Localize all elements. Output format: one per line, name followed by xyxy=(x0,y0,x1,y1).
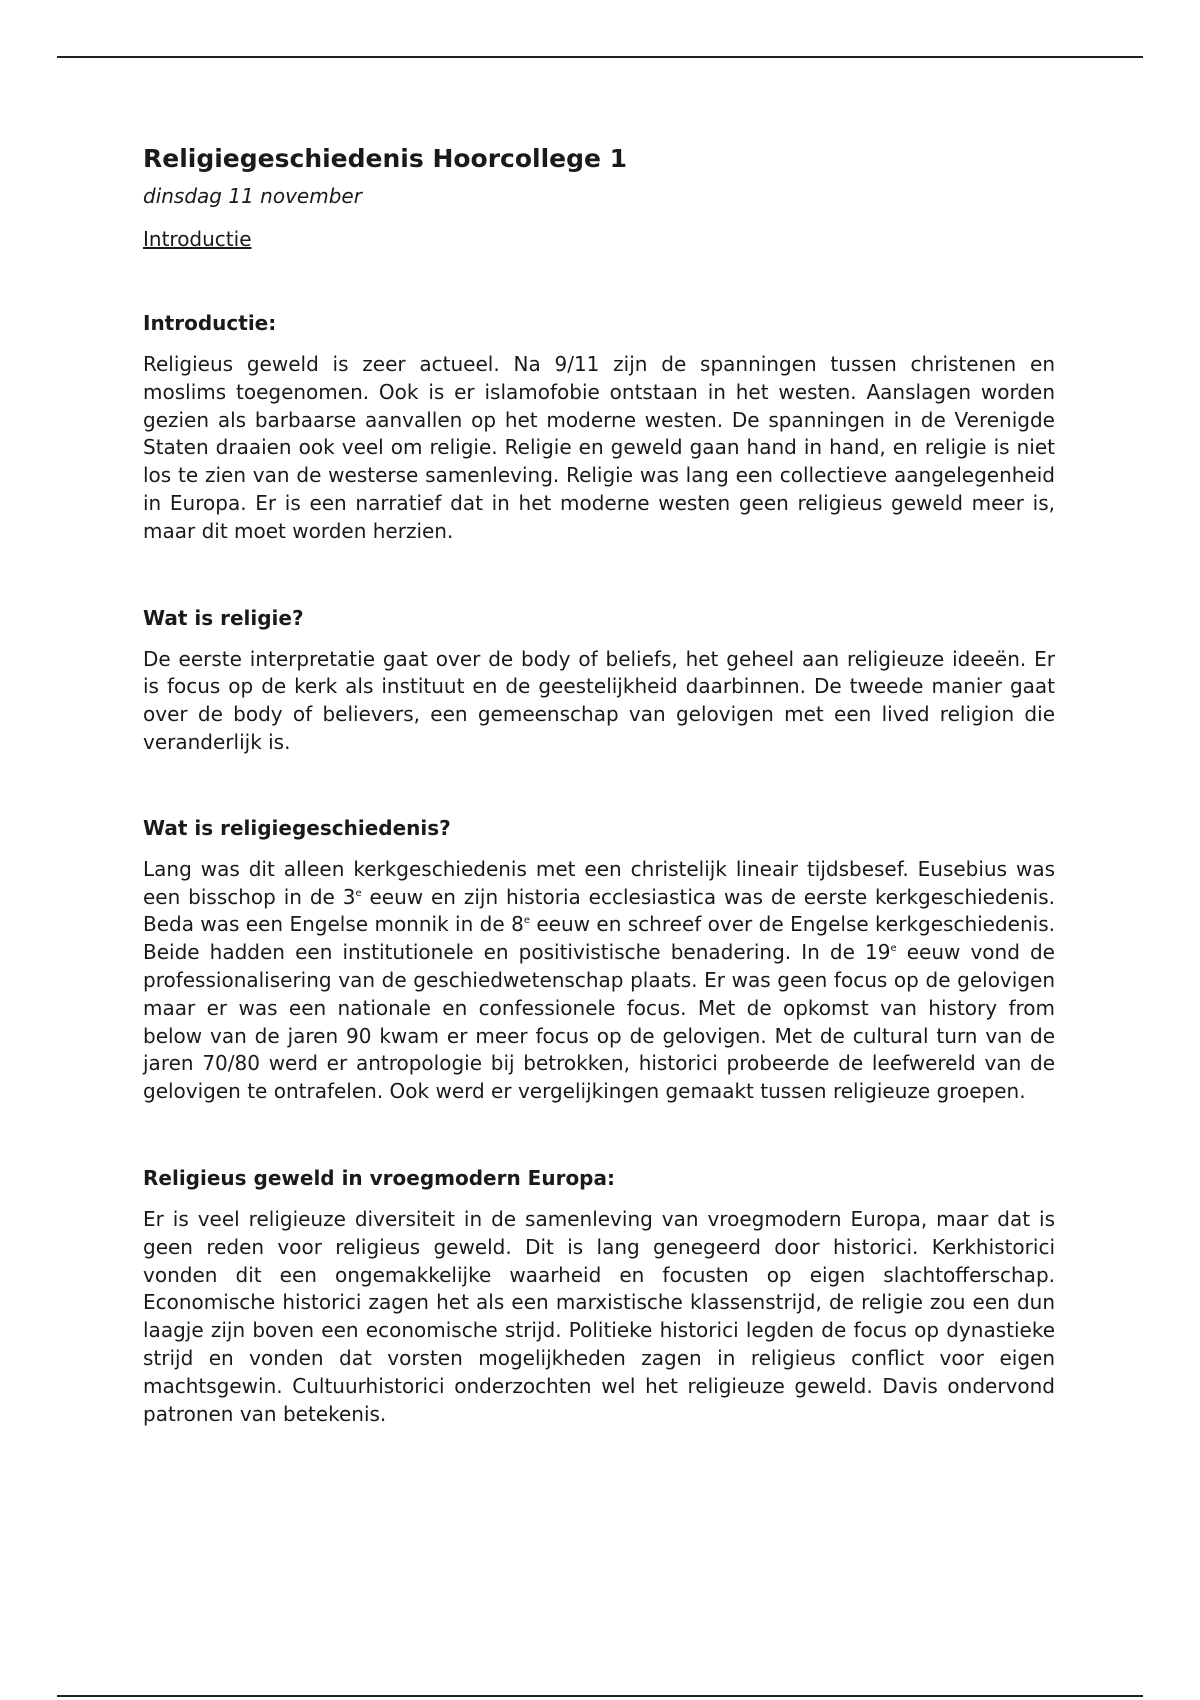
ordinal-superscript: e xyxy=(890,943,897,955)
section-wat-is-religiegeschiedenis xyxy=(143,814,1055,1106)
section-heading: Introductie: xyxy=(143,311,277,335)
paragraph-text: eeuw vond de professionalisering van de geschiedwetenschap plaats. Er was geen focus op de gelovigen maar er was een nationale en confessionele focus. Met de opkomst van history from below van de jaren 90 kwam er meer focus op de gelovigen. Met de cultural turn van de jaren 70/80 werd er antropologie bij betrokken, historici probeerde de leefwereld van de gelovigen te ontrafelen. Ook werd er vergelijkingen gemaakt tussen religieuze groepen. xyxy=(143,940,1055,1104)
section-heading: Religieus geweld in vroegmodern Europa: xyxy=(143,1165,615,1190)
section-introductie xyxy=(143,309,1055,546)
section-paragraph: De eerste interpretatie gaat over de body of beliefs, het geheel aan religieuze ideeën. Er is focus op de kerk als instituut en de geestelijkheid daarbinnen. De tweede manier gaat over de body of believers, een gemeenschap van gelovigen met een lived religion die veranderlijk is. xyxy=(143,646,1055,754)
ordinal-superscript: e xyxy=(355,887,362,899)
paragraph-text: Lang was dit alleen kerkgeschiedenis met een christelijk lineair tijdsbesef. Eusebius was een bisschop in de 3 xyxy=(143,856,1055,909)
header-rule xyxy=(57,56,1143,58)
paragraph-text: eeuw en schreef over de Engelse kerkgeschiedenis. Beide hadden een institutionele en positivistische benadering. In de 19 xyxy=(143,912,1055,965)
toc-link-introductie[interactable]: Introductie xyxy=(143,227,252,251)
section-paragraph: Religieus geweld is zeer actueel. Na 9/11 zijn de spanningen tussen christenen en moslims toegenomen. Ook is er islamofobie ontstaan in het westen. Aanslagen worden gezien als barbaarse aanvallen op het moderne westen. De spanningen in de Verenigde Staten draaien ook veel om religie. Religie en geweld gaan hand in hand, en religie is niet los te zien van de westerse samenleving. Religie was lang een collectieve aangelegenheid in Europa. Er is een narratief dat in het moderne westen geen religieus geweld meer is, maar dit moet worden herzien. xyxy=(143,352,1055,543)
paragraph-text: eeuw en zijn historia ecclesiastica was de eerste kerkgeschiedenis. Beda was een Engelse monnik in de 8 xyxy=(143,884,1055,937)
ordinal-superscript: e xyxy=(523,915,530,927)
document-title: Religiegeschiedenis Hoorcollege 1 xyxy=(143,144,628,173)
section-religieus-geweld xyxy=(143,1164,1055,1428)
section-paragraph xyxy=(143,856,1055,1106)
section-paragraph: Er is veel religieuze diversiteit in de samenleving van vroegmodern Europa, maar dat is geen reden voor religieus geweld. Dit is lang genegeerd door historici. Kerkhistorici vonden dit een ongemakkelijke waarheid en focusten op eigen slachtofferschap. Economische historici zagen het als een marxistische klassenstrijd, de religie zou een dun laagje zijn boven een economische strijd. Politieke historici legden de focus op dynastieke strijd en vonden dat vorsten mogelijkheden zagen in religieus conflict voor eigen machtsgewin. Cultuurhistorici onderzochten wel het religieuze geweld. Davis ondervond patronen van betekenis. xyxy=(143,1206,1055,1426)
section-wat-is-religie xyxy=(143,604,1055,757)
section-heading: Wat is religie? xyxy=(143,605,304,630)
footer-rule xyxy=(57,1695,1143,1697)
document-body xyxy=(143,138,1055,1428)
section-heading: Wat is religiegeschiedenis? xyxy=(143,815,451,840)
document-date: dinsdag 11 november xyxy=(143,184,362,208)
